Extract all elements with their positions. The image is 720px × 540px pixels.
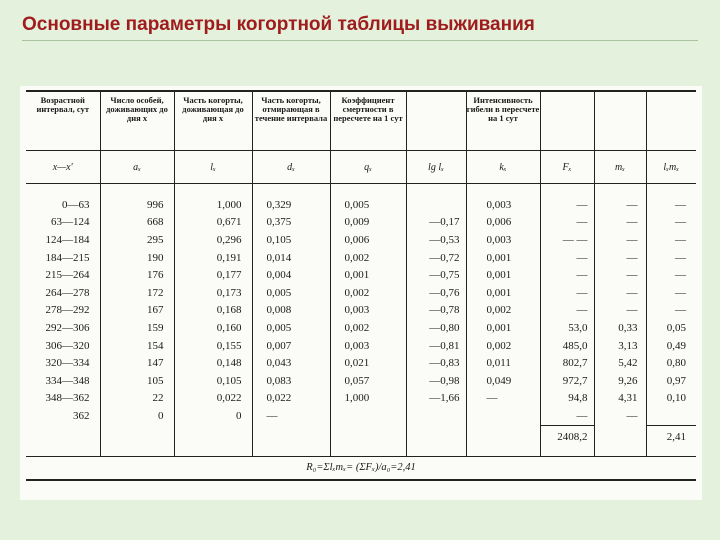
cell-lx: 0: [174, 407, 252, 425]
symbol-kx: kₓ: [466, 151, 540, 184]
cell-qx: 0,005: [330, 196, 406, 214]
cell-dx: 0,008: [252, 302, 330, 320]
title-divider: [22, 40, 698, 41]
cell-kx: 0,011: [466, 354, 540, 372]
cell-lg-lx: —0,98: [406, 372, 466, 390]
cell-fx: 972,7: [540, 372, 594, 390]
cell-kx: [466, 407, 540, 425]
cell-dx: 0,004: [252, 266, 330, 284]
cell-fx: —: [540, 266, 594, 284]
header-fx: [540, 91, 594, 151]
cell-dx: 0,105: [252, 231, 330, 249]
cell-age-interval: 124—184: [26, 231, 100, 249]
cell-dx: 0,007: [252, 337, 330, 355]
cell-dx: 0,083: [252, 372, 330, 390]
header-killing-power: Интенсивность гибели в пересчете на 1 сут: [466, 91, 540, 151]
cell-kx: 0,002: [466, 337, 540, 355]
cell-qx: 0,003: [330, 337, 406, 355]
cell-lg-lx: [406, 196, 466, 214]
cell-lxmx: 0,10: [666, 392, 686, 405]
cell-lxmx: 0,49: [666, 339, 686, 352]
cell-age-interval: 306—320: [26, 337, 100, 355]
cell-lx: 0,671: [174, 214, 252, 232]
cell-lg-lx: —0,72: [406, 249, 466, 267]
cell-lx: 0,296: [174, 231, 252, 249]
cell-lxmx: —: [675, 216, 686, 229]
table-row: [26, 390, 696, 408]
header-survivorship: Часть когорты, доживающая до дня x: [174, 91, 252, 151]
cell-fx: —: [540, 249, 594, 267]
cell-mx: —: [594, 249, 646, 267]
table-row: [26, 284, 696, 302]
symbol-qx: qₓ: [330, 151, 406, 184]
cell-lxmx: —: [675, 233, 686, 246]
cell-mx: —: [594, 196, 646, 214]
cell-lxmx: —: [675, 286, 686, 299]
cell-mx: 5,42: [594, 354, 646, 372]
cell-qx: 0,002: [330, 284, 406, 302]
cell-dx: 0,005: [252, 319, 330, 337]
cell-lx: 0,105: [174, 372, 252, 390]
cell-lg-lx: —0,17: [406, 214, 466, 232]
header-row: [26, 91, 696, 151]
symbol-lxmx: lₓmₓ: [646, 151, 696, 184]
cell-lg-lx: —0,78: [406, 302, 466, 320]
cell-age-interval: 292—306: [26, 319, 100, 337]
cell-survivors: 159: [100, 319, 174, 337]
cell-lg-lx: —1,66: [406, 390, 466, 408]
table-row: [26, 407, 696, 425]
cell-qx: 0,002: [330, 319, 406, 337]
cell-dx: 0,375: [252, 214, 330, 232]
cell-kx: 0,001: [466, 319, 540, 337]
cell-lx: 1,000: [174, 196, 252, 214]
cell-lx: 0,148: [174, 354, 252, 372]
cell-lx: 0,160: [174, 319, 252, 337]
cell-dx: 0,014: [252, 249, 330, 267]
cell-fx: —: [540, 407, 594, 425]
cell-lxmx: 0,80: [666, 357, 686, 370]
cell-lg-lx: —0,83: [406, 354, 466, 372]
cell-dx: 0,005: [252, 284, 330, 302]
header-lxmx: [646, 91, 696, 151]
cell-kx: 0,001: [466, 266, 540, 284]
cell-qx: 0,003: [330, 302, 406, 320]
symbol-mx: mₓ: [594, 151, 646, 184]
cell-dx: —: [252, 407, 330, 425]
cell-mx: —: [594, 284, 646, 302]
cell-kx: 0,001: [466, 284, 540, 302]
cell-lx: 0,177: [174, 266, 252, 284]
cell-fx: 94,8: [540, 390, 594, 408]
symbol-lglx: lg lₓ: [406, 151, 466, 184]
cell-lxmx: 0,97: [666, 374, 686, 387]
cell-age-interval: 278—292: [26, 302, 100, 320]
cell-dx: 0,043: [252, 354, 330, 372]
cell-survivors: 190: [100, 249, 174, 267]
symbol-x: x—x': [26, 151, 100, 184]
cell-lxmx: —: [675, 251, 686, 264]
cell-lg-lx: —0,53: [406, 231, 466, 249]
cell-qx: 1,000: [330, 390, 406, 408]
cell-lxmx: [646, 407, 696, 425]
cell-fx: 485,0: [540, 337, 594, 355]
symbol-row: [26, 151, 696, 184]
total-fx: 2408,2: [540, 425, 594, 448]
table-row: [26, 319, 696, 337]
cell-fx: 802,7: [540, 354, 594, 372]
cell-mx: 0,33: [594, 319, 646, 337]
cell-lx: 0,168: [174, 302, 252, 320]
cell-survivors: 176: [100, 266, 174, 284]
cell-lxmx: —: [675, 198, 686, 211]
cell-lx: 0,022: [174, 390, 252, 408]
total-lxmx: 2,41: [646, 425, 696, 448]
table-row: [26, 196, 696, 214]
cell-lg-lx: —0,81: [406, 337, 466, 355]
cell-mx: —: [594, 214, 646, 232]
cell-lg-lx: [406, 407, 466, 425]
table-row: [26, 249, 696, 267]
header-lg-lx: [406, 91, 466, 151]
cell-kx: 0,003: [466, 196, 540, 214]
cell-survivors: 0: [100, 407, 174, 425]
cell-qx: 0,057: [330, 372, 406, 390]
symbol-lx: lₓ: [174, 151, 252, 184]
cell-kx: 0,006: [466, 214, 540, 232]
cell-survivors: 154: [100, 337, 174, 355]
cell-lxmx: —: [675, 269, 686, 282]
cell-age-interval: 0—63: [26, 196, 100, 214]
cell-fx: 53,0: [540, 319, 594, 337]
header-survivors-count: Число особей, доживающих до дня x: [100, 91, 174, 151]
cell-kx: 0,002: [466, 302, 540, 320]
cell-survivors: 167: [100, 302, 174, 320]
cell-qx: 0,002: [330, 249, 406, 267]
survival-table-sheet: [20, 86, 702, 500]
cell-survivors: 105: [100, 372, 174, 390]
cell-survivors: 22: [100, 390, 174, 408]
cell-lxmx: 0,05: [666, 321, 686, 334]
symbol-dx: dₓ: [252, 151, 330, 184]
cell-dx: 0,329: [252, 196, 330, 214]
header-mx: [594, 91, 646, 151]
cell-kx: 0,001: [466, 249, 540, 267]
cell-qx: 0,001: [330, 266, 406, 284]
cell-survivors: 295: [100, 231, 174, 249]
cell-age-interval: 184—215: [26, 249, 100, 267]
header-age-interval: Возрастной интервал, сут: [26, 91, 100, 151]
cell-lx: 0,191: [174, 249, 252, 267]
cell-mx: 4,31: [594, 390, 646, 408]
cell-fx: —: [540, 284, 594, 302]
table-row: [26, 266, 696, 284]
header-mortality-rate: Коэффициент смертности в пересчете на 1 сут: [330, 91, 406, 151]
cell-age-interval: 334—348: [26, 372, 100, 390]
cell-mx: —: [594, 407, 646, 425]
table-row: [26, 372, 696, 390]
cell-mx: 9,26: [594, 372, 646, 390]
cell-age-interval: 348—362: [26, 390, 100, 408]
cell-mx: —: [594, 266, 646, 284]
cell-lx: 0,173: [174, 284, 252, 302]
cell-kx: —: [466, 390, 540, 408]
cell-age-interval: 362: [26, 407, 100, 425]
cell-lg-lx: —0,76: [406, 284, 466, 302]
table-row: [26, 337, 696, 355]
cell-qx: [330, 407, 406, 425]
cell-age-interval: 320—334: [26, 354, 100, 372]
cell-mx: —: [594, 231, 646, 249]
cell-age-interval: 215—264: [26, 266, 100, 284]
cell-survivors: 147: [100, 354, 174, 372]
cell-age-interval: 264—278: [26, 284, 100, 302]
symbol-ax: aₓ: [100, 151, 174, 184]
table-row: [26, 354, 696, 372]
cell-lg-lx: —0,80: [406, 319, 466, 337]
cell-fx: —: [540, 196, 594, 214]
cell-fx: —: [540, 302, 594, 320]
cell-qx: 0,021: [330, 354, 406, 372]
cell-age-interval: 63—124: [26, 214, 100, 232]
table-row: [26, 302, 696, 320]
cell-lxmx: —: [675, 304, 686, 317]
cell-lg-lx: —0,75: [406, 266, 466, 284]
formula-row: [26, 456, 696, 480]
cell-mx: —: [594, 302, 646, 320]
cell-kx: 0,003: [466, 231, 540, 249]
cell-fx: —: [540, 214, 594, 232]
cell-qx: 0,006: [330, 231, 406, 249]
cohort-life-table: [26, 90, 696, 481]
cell-lx: 0,155: [174, 337, 252, 355]
cell-fx: — —: [540, 231, 594, 249]
totals-row: [26, 425, 696, 448]
symbol-fx: Fₓ: [540, 151, 594, 184]
cell-survivors: 996: [100, 196, 174, 214]
cell-dx: 0,022: [252, 390, 330, 408]
net-reproduction-formula: R₀=Σlₓmₓ= (ΣFₓ)/a₀=2,41: [26, 456, 696, 480]
cell-survivors: 172: [100, 284, 174, 302]
table-row: [26, 231, 696, 249]
cell-qx: 0,009: [330, 214, 406, 232]
cell-mx: 3,13: [594, 337, 646, 355]
cell-kx: 0,049: [466, 372, 540, 390]
header-dying-fraction: Часть когорты, отмирающая в течение интервала: [252, 91, 330, 151]
table-row: [26, 214, 696, 232]
page-title: Основные параметры когортной таблицы выживания: [22, 14, 535, 35]
cell-survivors: 668: [100, 214, 174, 232]
